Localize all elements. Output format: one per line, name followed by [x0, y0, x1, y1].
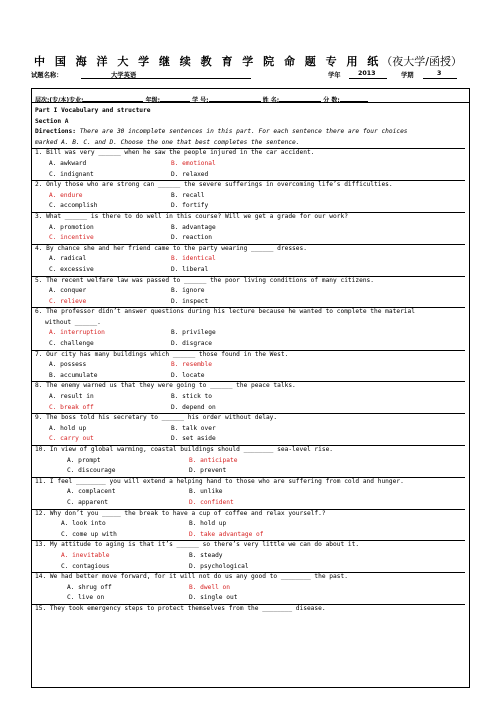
answer-option[interactable]: B. ignore: [171, 287, 205, 295]
question-8: 8. The enemy warned us that they were going to ______ the peace talks.: [35, 382, 296, 390]
row-divider: [32, 381, 465, 382]
year-value: 2013: [358, 70, 376, 77]
row-divider: [32, 244, 465, 245]
answer-option[interactable]: C. accomplish: [49, 202, 98, 210]
answer-option[interactable]: A. awkward: [49, 159, 87, 167]
answer-option[interactable]: D. disgrace: [171, 340, 212, 348]
answer-option[interactable]: A. endure: [49, 191, 83, 199]
option-row: [35, 371, 467, 382]
page-title: 中 国 海 洋 大 学 继 续 教 育 学 院 命 题 专 用 纸（夜大学/函授）: [34, 55, 462, 68]
option-row: [35, 360, 467, 371]
answer-option[interactable]: C. relieve: [49, 297, 87, 305]
score-field[interactable]: [340, 93, 368, 102]
answer-option[interactable]: A. hold up: [49, 424, 87, 432]
answer-option[interactable]: C. come up with: [61, 530, 117, 538]
answer-option[interactable]: A. inevitable: [61, 551, 110, 559]
answer-option[interactable]: B. emotional: [171, 159, 216, 167]
question-6: 6. The professor didn’t answer questions during his lecture because he wanted to complete the material: [35, 308, 415, 316]
option-row: [35, 593, 467, 604]
option-row: [35, 498, 467, 509]
answer-option[interactable]: A. shrug off: [67, 583, 112, 591]
exam-name-value: 大学英语: [111, 72, 137, 79]
row-divider: [32, 276, 465, 277]
option-row: [35, 223, 467, 234]
section-title: Section A: [35, 117, 69, 125]
option-row: [35, 424, 467, 435]
term-field[interactable]: [423, 70, 457, 79]
directions-cont: marked A. B. C. and D. Choose the one that best completes the sentence.: [35, 138, 300, 146]
answer-option[interactable]: C. carry out: [49, 435, 94, 443]
year-field[interactable]: [349, 70, 387, 79]
question-10: 10. In view of global warming, coastal buildings should ________ sea-level rise.: [35, 446, 334, 453]
exam-meta: [31, 70, 471, 82]
name-field[interactable]: [279, 93, 321, 102]
questions-body: [35, 106, 467, 615]
answer-option[interactable]: B. unlike: [189, 488, 223, 496]
major-field[interactable]: [83, 93, 143, 102]
question-9: 9. The boss told his secretary to ______ his order without delay.: [35, 414, 278, 422]
answer-option[interactable]: C. contagious: [61, 562, 110, 570]
answer-option[interactable]: D. prevent: [189, 467, 227, 475]
question-1: 1. Bill was very ______ when he saw the people injured in the car accident.: [35, 149, 315, 157]
option-row: [35, 466, 467, 477]
option-row: [35, 297, 467, 308]
row-divider: [32, 509, 465, 510]
answer-option[interactable]: D. psychological: [189, 562, 249, 570]
question-11: 11. I feel ________ you will extend a helping hand to those who are suffering from cold and hunger.: [35, 477, 404, 485]
answer-option[interactable]: A. conquer: [49, 287, 87, 295]
student-info-row: 层次:(专/本)专业: 年级: 学 号: 姓 名: 分 数:: [32, 89, 469, 103]
answer-option[interactable]: B. steady: [189, 551, 223, 559]
row-divider: [32, 540, 465, 541]
answer-option[interactable]: D. relaxed: [171, 170, 209, 178]
row-divider: [32, 604, 465, 605]
answer-option[interactable]: C. apparent: [67, 498, 108, 506]
answer-option[interactable]: B. dwell on: [189, 583, 230, 591]
answer-option[interactable]: D. set aside: [171, 435, 216, 443]
answer-option[interactable]: D. confident: [189, 498, 234, 506]
answer-option[interactable]: A. possess: [49, 361, 87, 369]
row-divider: [32, 212, 465, 213]
answer-option[interactable]: B. accumulate: [49, 371, 98, 379]
option-row: [35, 392, 467, 403]
option-row: [35, 562, 467, 573]
row-divider: [32, 148, 465, 149]
answer-option[interactable]: A. radical: [49, 255, 87, 263]
option-row: [35, 456, 467, 467]
answer-option[interactable]: C. break off: [49, 403, 94, 411]
question-sheet: [31, 88, 470, 688]
answer-option[interactable]: B. hold up: [189, 520, 227, 528]
option-row: [35, 403, 467, 414]
option-row: [35, 551, 467, 562]
answer-option[interactable]: B. advantage: [171, 223, 216, 231]
term-value: 3: [437, 70, 442, 77]
question-4: 4. By chance she and her friend came to the party wearing ______ dresses.: [35, 244, 307, 252]
answer-option[interactable]: A. complacent: [67, 488, 116, 496]
answer-option[interactable]: C. live on: [67, 594, 105, 602]
answer-option[interactable]: B. identical: [171, 255, 216, 263]
term-label: 学期: [401, 72, 414, 79]
option-row: [35, 233, 467, 244]
answer-option[interactable]: A. interruption: [49, 329, 105, 337]
answer-option[interactable]: D. single out: [189, 594, 238, 602]
row-divider: [32, 477, 465, 478]
option-row: [35, 201, 467, 212]
answer-option[interactable]: D. take advantage of: [189, 530, 264, 538]
option-row: [35, 170, 467, 181]
exam-name-label: 试题名称：: [31, 72, 63, 79]
row-divider: [32, 572, 465, 573]
row-divider: [32, 307, 465, 308]
option-row: [35, 159, 467, 170]
answer-option[interactable]: D. inspect: [171, 297, 209, 305]
question-3: 3. What ______ is there to do well in this course? Will we get a grade for our work?: [35, 212, 348, 220]
option-row: [35, 254, 467, 265]
answer-option[interactable]: C. indignant: [49, 170, 94, 178]
answer-option[interactable]: B. talk over: [171, 424, 216, 432]
answer-option[interactable]: A. result in: [49, 393, 94, 401]
answer-option[interactable]: C. challenge: [49, 340, 94, 348]
answer-option[interactable]: D. locate: [171, 371, 205, 379]
answer-option[interactable]: C. excessive: [49, 265, 94, 273]
option-row: [35, 286, 467, 297]
answer-option[interactable]: C. discourage: [67, 467, 116, 475]
part-title: Part I Vocabulary and structure: [35, 107, 151, 114]
row-divider: [32, 180, 465, 181]
option-row: [35, 191, 467, 202]
answer-option[interactable]: D. fortify: [171, 202, 209, 210]
answer-option[interactable]: B. privilege: [171, 329, 216, 337]
answer-option[interactable]: B. stick to: [171, 393, 212, 401]
option-row: [35, 328, 467, 339]
year-label: 学年: [328, 72, 341, 79]
exam-name-field[interactable]: [81, 70, 251, 79]
grade-field[interactable]: [160, 93, 190, 102]
question-15: 15. They took emergency steps to protect themselves from the ________ disease.: [35, 604, 326, 612]
answer-option[interactable]: C. incentive: [49, 234, 94, 242]
option-row: [35, 265, 467, 276]
option-row: [35, 434, 467, 445]
answer-option[interactable]: D. liberal: [171, 265, 209, 273]
question-2: 2. Only those who are strong can ______ the severe sufferings in overcoming life’s difficulties.: [35, 181, 393, 189]
option-row: [35, 583, 467, 594]
question-14: 14. We had better move forward, for it will not do us any good to ________ the past.: [35, 573, 348, 581]
answer-option[interactable]: B. recall: [171, 191, 205, 199]
option-row: [35, 487, 467, 498]
option-row: [35, 339, 467, 350]
option-row: [35, 519, 467, 530]
question-7: 7. Our city has many buildings which ______ those found in the West.: [35, 350, 289, 358]
question-5: 5. The recent welfare law was passed to ______ the poor living conditions of many citizens.: [35, 276, 374, 284]
answer-option[interactable]: A. prompt: [67, 456, 101, 464]
answer-option[interactable]: D. reaction: [171, 234, 212, 242]
question-13: 13. My attitude to aging is that it’s ______ so there’s very little we can do about it.: [35, 541, 360, 549]
answer-option[interactable]: B. anticipate: [189, 456, 238, 464]
row-divider: [32, 413, 465, 414]
student-no-field[interactable]: [209, 93, 261, 102]
question-6-cont: without ______.: [45, 318, 101, 326]
row-divider: [32, 350, 465, 351]
directions: Directions: There are 30 incomplete sentences in this part. For each sentence there are four choices: [35, 128, 408, 136]
option-row: [35, 530, 467, 541]
answer-option[interactable]: B. resemble: [171, 361, 212, 369]
row-divider: [32, 445, 465, 446]
answer-option[interactable]: A. promotion: [49, 223, 94, 231]
question-12: 12. Why don’t you _____ the break to have a cup of coffee and relax yourself.?: [35, 509, 326, 517]
answer-option[interactable]: D. depend on: [171, 403, 216, 411]
answer-option[interactable]: A. look into: [61, 520, 106, 528]
